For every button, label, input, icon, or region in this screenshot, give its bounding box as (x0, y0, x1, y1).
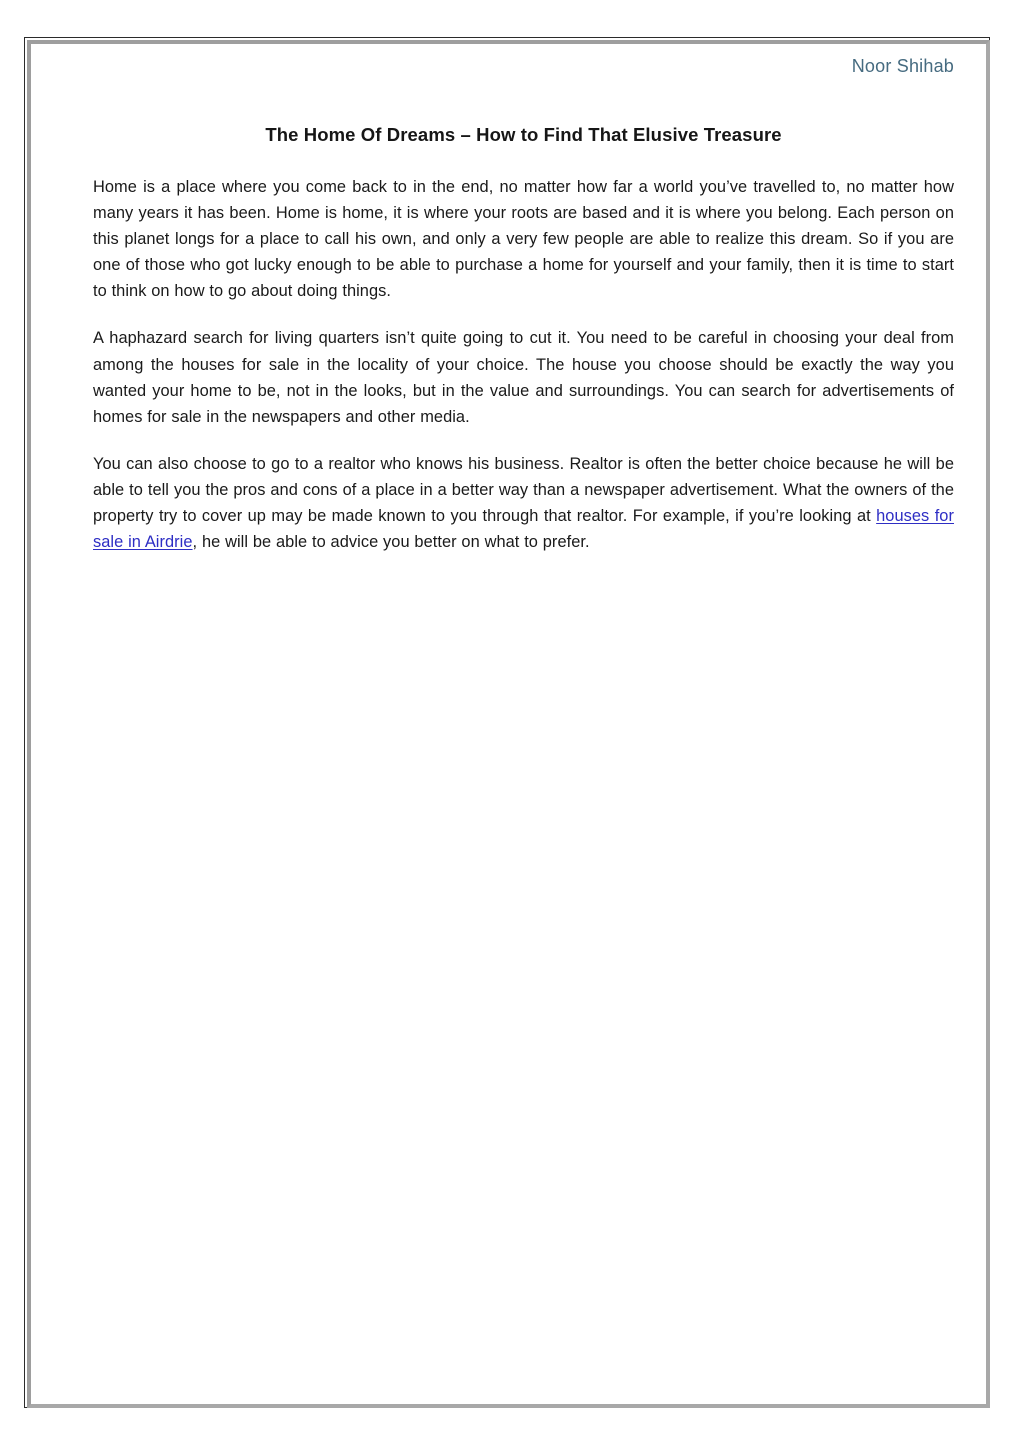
houses-for-sale-in-airdrie-link[interactable]: houses for sale in Airdrie (93, 507, 954, 552)
paragraph-2: A haphazard search for living quarters isn’t quite going to cut it. You need to be careful in choosing your deal from among the houses for sale in the locality of your choice. The house you choose should be exactly the way you wanted your home to be, not in the looks, but in the value and surroundings. You can search for advertisements of homes for sale in the newspapers and other media. (93, 329, 954, 426)
document-header-author: Noor Shihab (851, 56, 954, 76)
paragraph-3 (93, 451, 954, 555)
paragraph-1: Home is a place where you come back to in the end, no matter how far a world you’ve travelled to, no matter how many years it has been. Home is home, it is where your roots are based and it is where you belong. Each person on this planet longs for a place to call his own, and only a very few people are able to realize this dream. So if you are one of those who got lucky enough to be able to purchase a home for yourself and your family, then it is time to start to think on how to go about doing things. (93, 178, 954, 301)
paragraph-3-lead-text: You can also choose to go to a realtor who knows his business. Realtor is often the better choice because he will be able to tell you the pros and cons of a place in a better way than a newspaper advertisement. What the owners of the property try to cover up may be made known to you through that realtor. For example, if you’re looking at (93, 454, 954, 526)
paragraph-3-tail-text: , he will be able to advice you better on what to prefer. (192, 533, 590, 552)
document-title: The Home Of Dreams – How to Find That Elusive Treasure (265, 124, 782, 145)
document-content (93, 44, 954, 555)
document-body (93, 174, 954, 555)
